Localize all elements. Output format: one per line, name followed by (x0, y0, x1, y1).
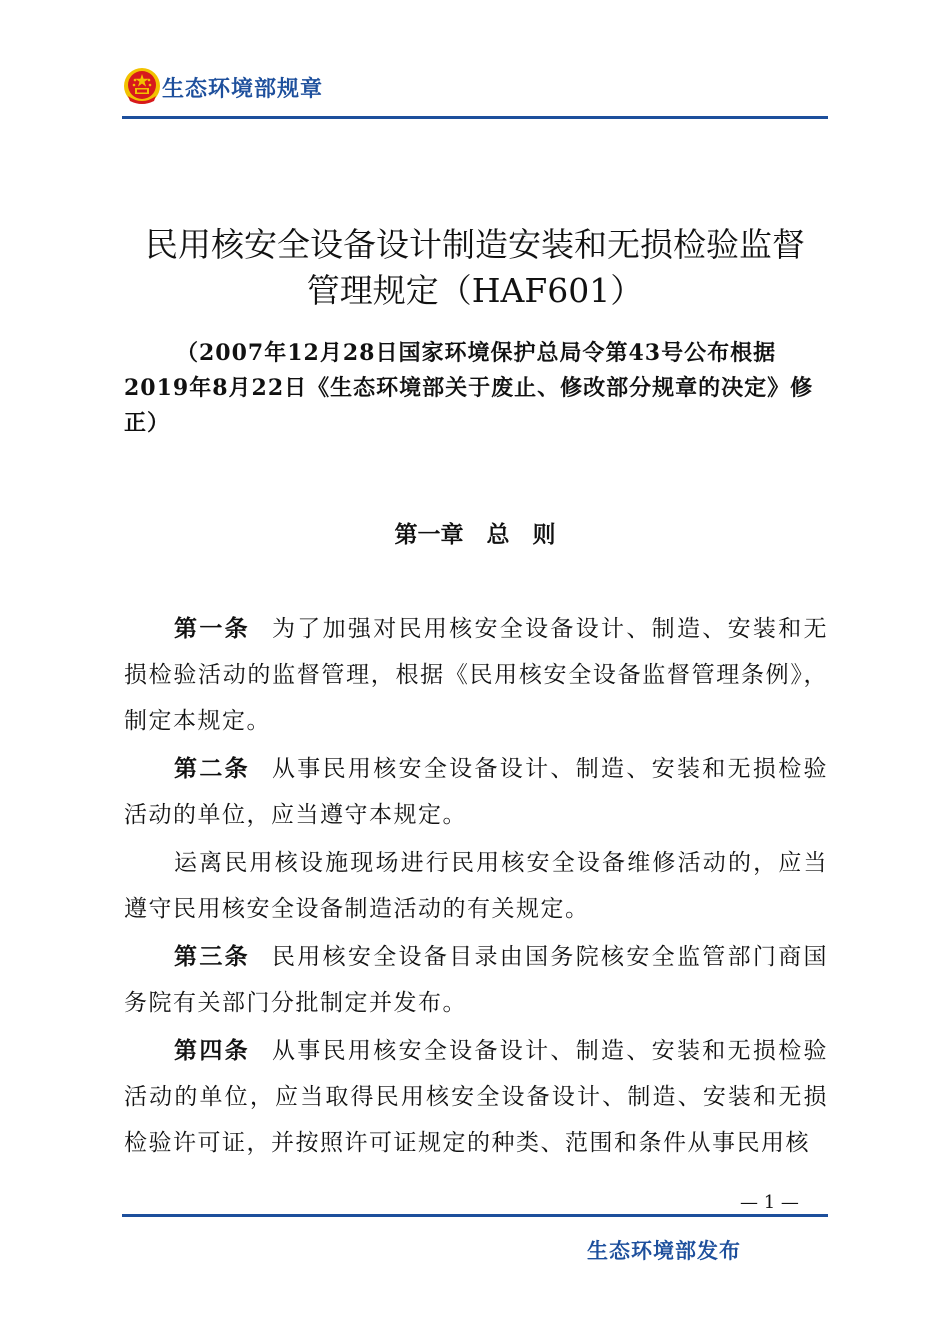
header-divider (122, 116, 828, 119)
article-paragraph (124, 1028, 828, 1166)
article-number: 第三条 (174, 944, 250, 970)
article-number: 第一条 (174, 616, 250, 642)
article-text: 为了加强对民用核安全设备设计、制造、安装和无损检验活动的监督管理，根据《民用核安全设备监督管理条例》，制定本规定。 (124, 616, 828, 734)
article-number: 第二条 (174, 756, 250, 782)
footer-publisher: 生态环境部发布 (587, 1239, 741, 1263)
document-meta (124, 336, 828, 441)
promulgation-note: （2007年12月28日国家环境保护总局令第43号公布根据2019年8月22日《生态环境部关于废止、修改部分规章的决定》修正） (124, 340, 814, 436)
page-header (122, 62, 828, 120)
article-text: 运离民用核设施现场进行民用核安全设备维修活动的，应当遵守民用核安全设备制造活动的有关规定。 (124, 850, 828, 922)
article-paragraph (124, 840, 828, 932)
chapter-heading: 第一章 总 则 (394, 522, 556, 548)
national-emblem-icon (122, 66, 162, 106)
header-title: 生态环境部规章 (162, 77, 324, 102)
article-text: 从事民用核安全设备设计、制造、安装和无损检验活动的单位，应当遵守本规定。 (124, 756, 828, 828)
article-paragraph (124, 746, 828, 838)
document-body (124, 606, 828, 1168)
footer-divider (122, 1214, 828, 1217)
document-title (110, 222, 840, 314)
article-paragraph (124, 606, 828, 744)
article-text: 民用核安全设备目录由国务院核安全监管部门商国务院有关部门分批制定并发布。 (124, 944, 828, 1016)
page-number: — 1 — (740, 1192, 799, 1213)
document-title-line-2: 管理规定（HAF601） (306, 271, 644, 310)
article-number: 第四条 (174, 1038, 250, 1064)
article-paragraph (124, 934, 828, 1026)
document-title-line-1: 民用核安全设备设计制造安装和无损检验监督 (145, 225, 805, 264)
article-text: 从事民用核安全设备设计、制造、安装和无损检验活动的单位，应当取得民用核安全设备设计、制造、安装和无损检验许可证，并按照许可证规定的种类、范围和条件从事民用核 (124, 1038, 828, 1156)
